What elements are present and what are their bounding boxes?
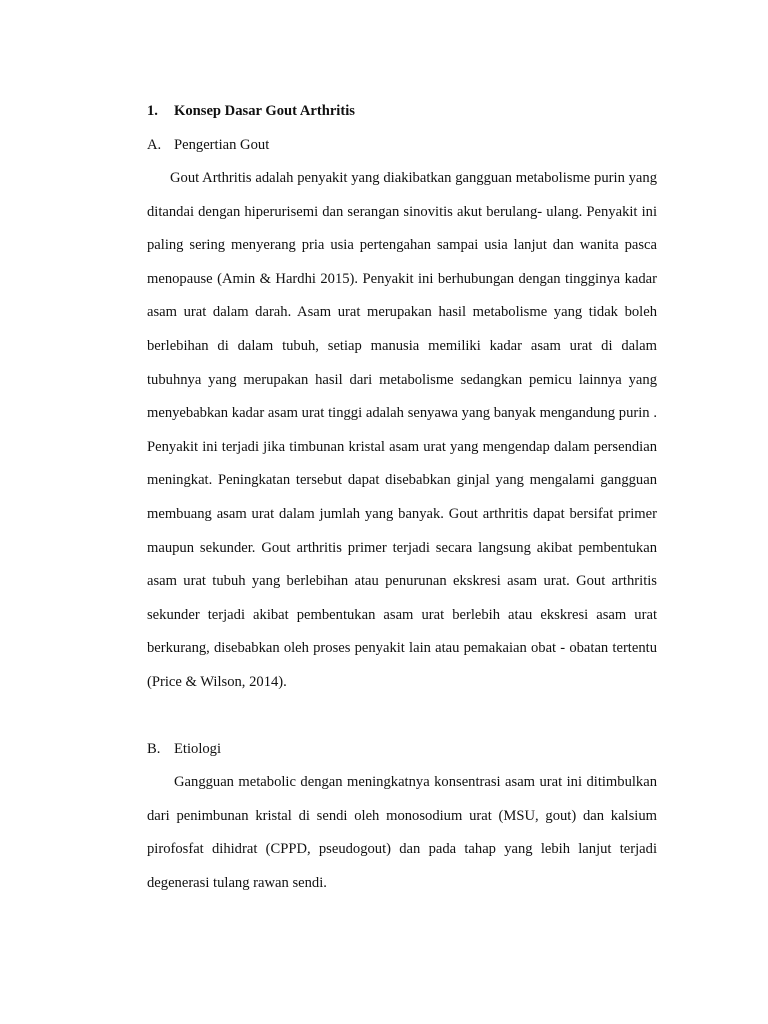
- subsection-title: Etiologi: [174, 741, 222, 757]
- subsection-title: Pengertian Gout: [174, 137, 270, 153]
- subsection-heading-a: [147, 135, 269, 155]
- subsection-letter: B.: [147, 741, 161, 757]
- section-heading: [147, 101, 355, 121]
- subsection-heading-b: [147, 739, 221, 759]
- subsection-letter: A.: [147, 137, 162, 153]
- section-number: 1.: [147, 103, 158, 119]
- section-title: Konsep Dasar Gout Arthritis: [174, 103, 355, 119]
- paragraph-pengertian-gout: Gout Arthritis adalah penyakit yang diakibatkan gangguan metabolisme purin yang ditandai dengan hiperurisemi dan serangan sinovitis akut berulang- ulang. Penyakit ini paling sering menyerang pria usia pertengahan sampai usia lanjut dan wanita pasca menopause (Amin & Hardhi 2015). Penyakit ini berhubungan dengan tingginya kadar asam urat dalam darah. Asam urat merupakan hasil metabolisme yang tidak boleh berlebihan di dalam tubuh, setiap manusia memiliki kadar asam urat di dalam tubuhnya yang merupakan hasil dari metabolisme sedangkan pemicu lainnya yang menyebabkan kadar asam urat tinggi adalah senyawa yang banyak mengandung purin . Penyakit ini terjadi jika timbunan kristal asam urat yang mengendap dalam persendian meningkat. Peningkatan tersebut dapat disebabkan ginjal yang mengalami gangguan membuang asam urat dalam jumlah yang banyak. Gout arthritis dapat bersifat primer maupun sekunder. Gout arthritis primer terjadi secara langsung akibat pembentukan asam urat tubuh yang berlebihan atau penurunan ekskresi asam urat. Gout arthritis sekunder terjadi akibat pembentukan asam urat berlebih atau ekskresi asam urat berkurang, disebabkan oleh proses penyakit lain atau pemakaian obat - obatan tertentu (Price & Wilson, 2014).: [147, 170, 657, 690]
- paragraph-etiologi: Gangguan metabolic dengan meningkatnya konsentrasi asam urat ini ditimbulkan dari penimbunan kristal di sendi oleh monosodium urat (MSU, gout) dan kalsium pirofosfat dihidrat (CPPD, pseudogout) dan pada tahap yang lebih lanjut terjadi degenerasi tulang rawan sendi.: [147, 774, 657, 891]
